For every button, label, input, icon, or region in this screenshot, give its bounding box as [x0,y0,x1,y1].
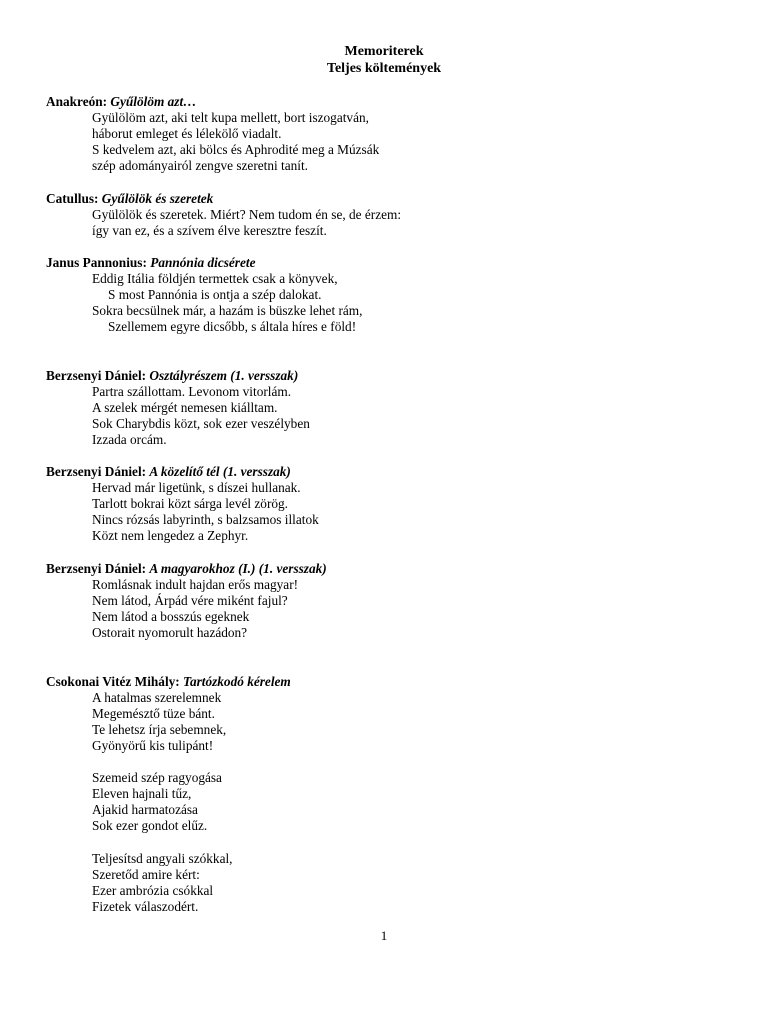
poem-line: szép adományairól zengve szeretni tanít. [92,158,308,173]
poem-heading-berzsenyi-a-magyarokhoz [46,561,327,577]
poem-line: Romlásnak indult hajdan erős magyar! [92,577,299,592]
poem-heading-catullus [46,191,213,207]
poem-line: Ostorait nyomorult hazádon? [92,625,248,640]
poem-heading-berzsenyi-osztalyreszem [46,368,298,384]
poem-heading-janus-pannonius [46,255,255,271]
poem-work-title: Tartózkodó kérelem [183,674,291,689]
poem-line: Szemeid szép ragyogása [92,770,222,785]
poem-line: Gyülölök és szeretek. Miért? Nem tudom én se, de érzem: [92,207,402,222]
poem-line: Gyülölöm azt, aki telt kupa mellett, bort iszogatván, [92,110,369,125]
poem-line: Eddig Itália földjén termettek csak a könyvek, [92,271,338,286]
poem-author: Berzsenyi Dániel: [46,561,147,576]
poem-line: Gyönyörű kis tulipánt! [92,738,214,753]
poem-line: S kedvelem azt, aki bölcs és Aphrodité meg a Múzsák [92,142,380,157]
poem-work-title: Osztályrészem (1. versszak) [149,368,299,383]
page-number: 1 [380,928,388,943]
poem-work-title: A magyarokhoz (I.) (1. versszak) [149,561,327,576]
poem-line: Szellemem egyre dicsőbb, s általa híres e föld! [108,319,357,334]
poem-line: A szelek mérgét nemesen kiálltam. [92,400,278,415]
poem-heading-berzsenyi-kozelito-tel [46,464,291,480]
poem-work-title: Gyűlölök és szeretek [101,191,214,206]
poem-line: Nem látod, Árpád vére miként fajul? [92,593,288,608]
poem-author: Berzsenyi Dániel: [46,368,147,383]
poem-heading-csokonai [46,674,291,690]
poem-line: Sok ezer gondot elűz. [92,818,208,833]
poem-line: Ezer ambrózia csókkal [92,883,214,898]
poem-line: Fizetek válaszodért. [92,899,199,914]
poem-line: Sokra becsülnek már, a hazám is büszke lehet rám, [92,303,363,318]
poem-line: Tarlott bokrai közt sárga levél zörög. [92,496,288,511]
poem-line: S most Pannónia is ontja a szép dalokat. [108,287,322,302]
poem-line: Partra szállottam. Levonom vitorlám. [92,384,292,399]
poem-line: Nem látod a bosszús egeknek [92,609,250,624]
poem-author: Janus Pannonius: [46,255,147,270]
poem-heading-anakreon [46,94,196,110]
poem-author: Anakreón: [46,94,108,109]
poem-author: Csokonai Vitéz Mihály: [46,674,180,689]
poem-work-title: A közelítő tél (1. versszak) [149,464,291,479]
poem-line: Te lehetsz írja sebemnek, [92,722,227,737]
poem-line: Eleven hajnali tűz, [92,786,192,801]
poem-line: A hatalmas szerelemnek [92,690,222,705]
document-subtitle: Teljes költemények [326,61,442,76]
document-title: Memoriterek [344,44,424,59]
poem-line: Megemésztő tüze bánt. [92,706,215,721]
poem-work-title: Pannónia dicsérete [150,255,256,270]
poem-line: Teljesítsd angyali szókkal, [92,851,233,866]
poem-line: Izzada orcám. [92,432,167,447]
poem-line: így van ez, és a szívem élve keresztre feszít. [92,223,327,238]
poem-line: Közt nem lengedez a Zephyr. [92,528,249,543]
poem-line: Hervad már ligetünk, s díszei hullanak. [92,480,301,495]
poem-line: Szeretőd amire kért: [92,867,200,882]
poem-line: háborut emleget és lélekölő viadalt. [92,126,282,141]
poem-author: Catullus: [46,191,99,206]
poem-line: Sok Charybdis közt, sok ezer veszélyben [92,416,310,431]
poem-line: Nincs rózsás labyrinth, s balzsamos illatok [92,512,319,527]
poem-author: Berzsenyi Dániel: [46,464,147,479]
poem-work-title: Gyűlölöm azt… [110,94,197,109]
poem-line: Ajakid harmatozása [92,802,198,817]
